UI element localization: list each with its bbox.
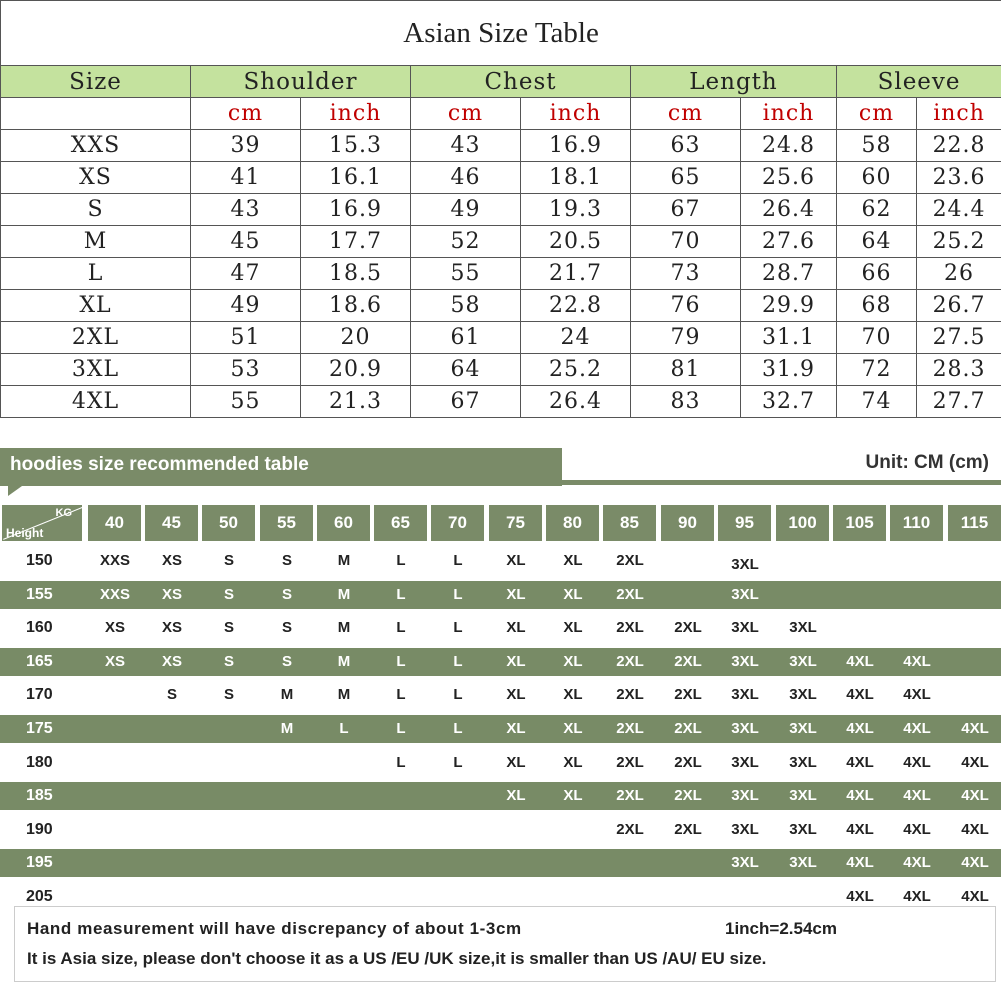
size-cell: 4XL bbox=[961, 754, 989, 771]
measurement-cell: 24.4 bbox=[917, 194, 1001, 226]
size-cell: XL bbox=[506, 586, 526, 603]
banner-rule bbox=[562, 480, 1001, 485]
measurement-cell: 16.9 bbox=[521, 130, 631, 162]
measurement-cell: 70 bbox=[631, 226, 741, 258]
measurement-cell: 49 bbox=[411, 194, 521, 226]
measurement-cell: 17.7 bbox=[301, 226, 411, 258]
size-cell: L bbox=[396, 720, 406, 737]
size-cell: XL bbox=[506, 619, 526, 636]
kg-header-cell: 50 bbox=[202, 505, 255, 541]
size-cell: 3XL bbox=[731, 754, 759, 771]
unit-cell: cm bbox=[837, 98, 917, 130]
measurement-cell: 51 bbox=[191, 322, 301, 354]
measurement-cell: 58 bbox=[837, 130, 917, 162]
height-row bbox=[0, 749, 1001, 777]
size-cell: S bbox=[281, 653, 292, 670]
measurement-cell: 47 bbox=[191, 258, 301, 290]
size-label: 4XL bbox=[1, 386, 191, 418]
size-cell: 3XL bbox=[789, 686, 817, 703]
corner-header bbox=[2, 505, 82, 541]
measurement-cell: 53 bbox=[191, 354, 301, 386]
size-cell: XL bbox=[563, 787, 583, 804]
measurement-cell: 55 bbox=[411, 258, 521, 290]
table-row bbox=[1, 258, 1001, 290]
height-label: 155 bbox=[26, 586, 53, 603]
size-label: 2XL bbox=[1, 322, 191, 354]
size-cell: 4XL bbox=[903, 754, 931, 771]
size-cell: XS bbox=[161, 586, 182, 603]
unit-cell: inch bbox=[301, 98, 411, 130]
size-cell: S bbox=[281, 619, 292, 636]
hoodies-section bbox=[0, 440, 1001, 986]
size-cell: 2XL bbox=[616, 586, 644, 603]
measurement-cell: 76 bbox=[631, 290, 741, 322]
measurement-cell: 32.7 bbox=[741, 386, 837, 418]
header-size: Size bbox=[1, 66, 191, 98]
kg-header-cell: 115 bbox=[948, 505, 1001, 541]
size-cell: 4XL bbox=[961, 821, 989, 838]
corner-kg-label: KG bbox=[55, 507, 72, 519]
height-label: 180 bbox=[26, 754, 53, 771]
size-cell: 2XL bbox=[674, 754, 702, 771]
measurement-cell: 20.9 bbox=[301, 354, 411, 386]
measurement-cell: 19.3 bbox=[521, 194, 631, 226]
size-cell: 4XL bbox=[961, 854, 989, 871]
height-row bbox=[0, 581, 1001, 609]
measurement-cell: 64 bbox=[411, 354, 521, 386]
size-cell: L bbox=[396, 552, 406, 569]
size-cell: S bbox=[281, 552, 292, 569]
size-cell: 3XL bbox=[789, 821, 817, 838]
size-cell: M bbox=[280, 686, 294, 703]
size-cell: XL bbox=[506, 720, 526, 737]
size-cell: XS bbox=[104, 619, 125, 636]
measurement-cell: 20.5 bbox=[521, 226, 631, 258]
measurement-cell: 24 bbox=[521, 322, 631, 354]
measurement-cell: 27.7 bbox=[917, 386, 1001, 418]
size-cell: XS bbox=[104, 653, 125, 670]
measurement-cell: 25.2 bbox=[917, 226, 1001, 258]
size-cell: 3XL bbox=[731, 787, 759, 804]
unit-cell: cm bbox=[411, 98, 521, 130]
size-cell: 3XL bbox=[789, 787, 817, 804]
size-cell: M bbox=[280, 720, 294, 737]
table-row bbox=[1, 162, 1001, 194]
header-sleeve: Sleeve bbox=[837, 66, 1001, 98]
size-cell: XS bbox=[161, 619, 182, 636]
height-label: 165 bbox=[26, 653, 53, 670]
size-cell: 4XL bbox=[903, 854, 931, 871]
size-cell: XXS bbox=[99, 552, 130, 569]
measurement-cell: 18.5 bbox=[301, 258, 411, 290]
size-label: 3XL bbox=[1, 354, 191, 386]
measurement-cell: 41 bbox=[191, 162, 301, 194]
size-cell: 4XL bbox=[846, 888, 874, 905]
measurement-cell: 49 bbox=[191, 290, 301, 322]
height-row bbox=[0, 614, 1001, 642]
size-cell: XL bbox=[506, 787, 526, 804]
measurement-cell: 27.5 bbox=[917, 322, 1001, 354]
size-cell: XL bbox=[563, 720, 583, 737]
unit-blank bbox=[1, 98, 191, 130]
kg-header-cell: 110 bbox=[890, 505, 943, 541]
height-label: 195 bbox=[26, 854, 53, 871]
kg-header-cell: 70 bbox=[431, 505, 484, 541]
measurement-cell: 18.6 bbox=[301, 290, 411, 322]
size-cell: L bbox=[453, 720, 463, 737]
height-row bbox=[0, 681, 1001, 709]
size-cell: 4XL bbox=[961, 888, 989, 905]
size-cell: 3XL bbox=[731, 686, 759, 703]
size-cell: S bbox=[281, 586, 292, 603]
kg-header-cell: 75 bbox=[489, 505, 542, 541]
measurement-cell: 22.8 bbox=[521, 290, 631, 322]
measurement-cell: 43 bbox=[411, 130, 521, 162]
measurement-cell: 31.9 bbox=[741, 354, 837, 386]
kg-header-cell: 85 bbox=[603, 505, 656, 541]
height-row bbox=[0, 849, 1001, 877]
height-label: 170 bbox=[26, 686, 53, 703]
unit-cell: cm bbox=[631, 98, 741, 130]
measurement-cell: 79 bbox=[631, 322, 741, 354]
size-cell: 2XL bbox=[674, 821, 702, 838]
table-row bbox=[1, 226, 1001, 258]
kg-header-cell: 60 bbox=[317, 505, 370, 541]
height-row bbox=[0, 648, 1001, 676]
size-cell: 4XL bbox=[903, 787, 931, 804]
height-row bbox=[0, 782, 1001, 810]
height-row bbox=[0, 816, 1001, 844]
notes-box bbox=[14, 906, 996, 982]
size-cell: XS bbox=[161, 653, 182, 670]
size-cell: 2XL bbox=[616, 552, 644, 569]
measurement-cell: 26.4 bbox=[741, 194, 837, 226]
size-cell: 2XL bbox=[674, 686, 702, 703]
kg-header-cell: 95 bbox=[718, 505, 771, 541]
measurement-cell: 45 bbox=[191, 226, 301, 258]
size-cell: L bbox=[396, 686, 406, 703]
measurement-cell: 66 bbox=[837, 258, 917, 290]
table-row bbox=[1, 130, 1001, 162]
size-cell: L bbox=[453, 754, 463, 771]
size-cell: 2XL bbox=[616, 619, 644, 636]
unit-label: Unit: CM (cm) bbox=[865, 452, 989, 473]
size-cell: 3XL bbox=[731, 854, 759, 871]
size-cell: 3XL bbox=[789, 854, 817, 871]
size-cell: L bbox=[453, 686, 463, 703]
unit-row bbox=[1, 98, 1001, 130]
size-cell: 4XL bbox=[846, 754, 874, 771]
measurement-cell: 28.3 bbox=[917, 354, 1001, 386]
measurement-cell: 21.3 bbox=[301, 386, 411, 418]
size-label: XS bbox=[1, 162, 191, 194]
measurement-cell: 28.7 bbox=[741, 258, 837, 290]
measurement-cell: 24.8 bbox=[741, 130, 837, 162]
height-label: 175 bbox=[26, 720, 53, 737]
size-label: L bbox=[1, 258, 191, 290]
measurement-cell: 25.2 bbox=[521, 354, 631, 386]
size-cell: 2XL bbox=[616, 821, 644, 838]
size-cell: 4XL bbox=[846, 720, 874, 737]
table-row bbox=[1, 354, 1001, 386]
measurement-cell: 63 bbox=[631, 130, 741, 162]
measurement-cell: 16.9 bbox=[301, 194, 411, 226]
note-line-2: It is Asia size, please don't choose it as a US /EU /UK size,it is smaller than US /AU/ EU size. bbox=[27, 949, 767, 968]
asian-size-table-section bbox=[0, 0, 1001, 418]
height-label: 205 bbox=[26, 888, 53, 905]
size-cell: 4XL bbox=[846, 653, 874, 670]
note-conversion: 1inch=2.54cm bbox=[725, 919, 837, 938]
measurement-cell: 46 bbox=[411, 162, 521, 194]
measurement-cell: 27.6 bbox=[741, 226, 837, 258]
size-cell: S bbox=[223, 653, 234, 670]
measurement-cell: 65 bbox=[631, 162, 741, 194]
size-cell: XL bbox=[563, 754, 583, 771]
size-cell: 3XL bbox=[731, 821, 759, 838]
size-cell: XL bbox=[506, 552, 526, 569]
size-cell: L bbox=[396, 586, 406, 603]
table-title: Asian Size Table bbox=[1, 1, 1001, 66]
size-cell: 3XL bbox=[731, 720, 759, 737]
table-row bbox=[1, 322, 1001, 354]
size-cell: L bbox=[339, 720, 349, 737]
size-cell: 2XL bbox=[674, 787, 702, 804]
kg-header-cell: 65 bbox=[374, 505, 427, 541]
size-cell: M bbox=[337, 653, 351, 670]
size-cell: 2XL bbox=[674, 653, 702, 670]
measurement-cell: 29.9 bbox=[741, 290, 837, 322]
measurement-cell: 39 bbox=[191, 130, 301, 162]
size-cell: S bbox=[223, 552, 234, 569]
hoodies-title: hoodies size recommended table bbox=[10, 454, 309, 475]
measurement-cell: 62 bbox=[837, 194, 917, 226]
measurement-cell: 70 bbox=[837, 322, 917, 354]
size-cell: 4XL bbox=[961, 787, 989, 804]
size-cell: 2XL bbox=[616, 787, 644, 804]
size-cell: XL bbox=[563, 653, 583, 670]
size-cell: L bbox=[396, 653, 406, 670]
corner-height-label: Height bbox=[6, 526, 44, 540]
size-cell: XL bbox=[506, 653, 526, 670]
size-cell: XS bbox=[161, 552, 182, 569]
size-cell: 3XL bbox=[789, 720, 817, 737]
unit-cell: cm bbox=[191, 98, 301, 130]
header-length: Length bbox=[631, 66, 837, 98]
size-cell: L bbox=[453, 586, 463, 603]
measurement-cell: 68 bbox=[837, 290, 917, 322]
header-shoulder: Shoulder bbox=[191, 66, 411, 98]
measurement-cell: 20 bbox=[301, 322, 411, 354]
measurement-cell: 74 bbox=[837, 386, 917, 418]
size-cell: 3XL bbox=[731, 619, 759, 636]
table-row bbox=[1, 194, 1001, 226]
kg-header-cell: 100 bbox=[776, 505, 829, 541]
measurement-cell: 26.4 bbox=[521, 386, 631, 418]
size-cell: 2XL bbox=[674, 619, 702, 636]
measurement-cell: 26 bbox=[917, 258, 1001, 290]
size-label: M bbox=[1, 226, 191, 258]
size-cell: S bbox=[223, 686, 234, 703]
size-cell: L bbox=[453, 552, 463, 569]
size-cell: 4XL bbox=[846, 787, 874, 804]
size-cell: 2XL bbox=[616, 653, 644, 670]
height-label: 185 bbox=[26, 787, 53, 804]
size-cell: XL bbox=[563, 586, 583, 603]
size-cell: XL bbox=[563, 552, 583, 569]
size-cell: 3XL bbox=[731, 653, 759, 670]
size-cell: S bbox=[223, 586, 234, 603]
size-label: XL bbox=[1, 290, 191, 322]
measurement-cell: 73 bbox=[631, 258, 741, 290]
size-cell: S bbox=[223, 619, 234, 636]
measurement-cell: 61 bbox=[411, 322, 521, 354]
measurement-cell: 64 bbox=[837, 226, 917, 258]
size-cell: 3XL bbox=[789, 754, 817, 771]
header-chest: Chest bbox=[411, 66, 631, 98]
size-cell: M bbox=[337, 619, 351, 636]
kg-header-cell: 40 bbox=[88, 505, 141, 541]
size-cell: 4XL bbox=[903, 720, 931, 737]
size-cell: M bbox=[337, 586, 351, 603]
table-row bbox=[1, 290, 1001, 322]
size-cell: 4XL bbox=[903, 821, 931, 838]
measurement-cell: 26.7 bbox=[917, 290, 1001, 322]
size-cell: M bbox=[337, 552, 351, 569]
measurement-cell: 25.6 bbox=[741, 162, 837, 194]
size-cell: 2XL bbox=[616, 720, 644, 737]
size-cell: 4XL bbox=[903, 888, 931, 905]
kg-header-cell: 90 bbox=[661, 505, 714, 541]
measurement-cell: 55 bbox=[191, 386, 301, 418]
measurement-cell: 83 bbox=[631, 386, 741, 418]
measurement-cell: 18.1 bbox=[521, 162, 631, 194]
size-cell: 3XL bbox=[789, 619, 817, 636]
height-label: 160 bbox=[26, 619, 53, 636]
note-line-1: Hand measurement will have discrepancy of about 1-3cm bbox=[27, 919, 522, 938]
size-cell: M bbox=[337, 686, 351, 703]
measurement-cell: 52 bbox=[411, 226, 521, 258]
measurement-cell: 67 bbox=[411, 386, 521, 418]
measurement-cell: 23.6 bbox=[917, 162, 1001, 194]
measurement-cell: 22.8 bbox=[917, 130, 1001, 162]
measurement-cell: 21.7 bbox=[521, 258, 631, 290]
banner-tail bbox=[8, 486, 22, 496]
size-cell: 4XL bbox=[846, 821, 874, 838]
size-cell: L bbox=[453, 653, 463, 670]
size-cell: L bbox=[396, 754, 406, 771]
measurement-cell: 67 bbox=[631, 194, 741, 226]
size-cell: 4XL bbox=[961, 720, 989, 737]
unit-cell: inch bbox=[521, 98, 631, 130]
measurement-cell: 16.1 bbox=[301, 162, 411, 194]
measurement-cell: 15.3 bbox=[301, 130, 411, 162]
kg-header-cell: 105 bbox=[833, 505, 886, 541]
size-cell: XL bbox=[506, 754, 526, 771]
size-cell: 2XL bbox=[616, 686, 644, 703]
size-cell: XL bbox=[563, 686, 583, 703]
size-cell: 4XL bbox=[903, 653, 931, 670]
size-cell: 4XL bbox=[903, 686, 931, 703]
size-cell: 4XL bbox=[846, 854, 874, 871]
size-cell: L bbox=[453, 619, 463, 636]
measurement-cell: 60 bbox=[837, 162, 917, 194]
size-cell: 3XL bbox=[731, 586, 759, 603]
size-cell: XXS bbox=[99, 586, 130, 603]
header-row bbox=[1, 66, 1001, 98]
size-label: S bbox=[1, 194, 191, 226]
kg-header-cell: 45 bbox=[145, 505, 198, 541]
height-row bbox=[0, 715, 1001, 743]
size-cell: 3XL bbox=[789, 653, 817, 670]
kg-header-cell: 80 bbox=[546, 505, 599, 541]
size-label: XXS bbox=[1, 130, 191, 162]
size-cell: XL bbox=[563, 619, 583, 636]
measurement-cell: 58 bbox=[411, 290, 521, 322]
size-cell: 4XL bbox=[846, 686, 874, 703]
measurement-cell: 43 bbox=[191, 194, 301, 226]
size-cell: XL bbox=[506, 686, 526, 703]
measurement-cell: 81 bbox=[631, 354, 741, 386]
size-cell: S bbox=[166, 686, 177, 703]
measurement-cell: 72 bbox=[837, 354, 917, 386]
size-cell: 3XL bbox=[731, 556, 759, 573]
height-label: 190 bbox=[26, 821, 53, 838]
size-cell: 2XL bbox=[674, 720, 702, 737]
asian-size-table bbox=[0, 0, 1001, 418]
size-cell: L bbox=[396, 619, 406, 636]
height-row bbox=[0, 547, 1001, 575]
size-cell: 2XL bbox=[616, 754, 644, 771]
unit-cell: inch bbox=[917, 98, 1001, 130]
measurement-cell: 31.1 bbox=[741, 322, 837, 354]
kg-header-cell: 55 bbox=[260, 505, 313, 541]
height-label: 150 bbox=[26, 552, 53, 569]
table-row bbox=[1, 386, 1001, 418]
unit-cell: inch bbox=[741, 98, 837, 130]
